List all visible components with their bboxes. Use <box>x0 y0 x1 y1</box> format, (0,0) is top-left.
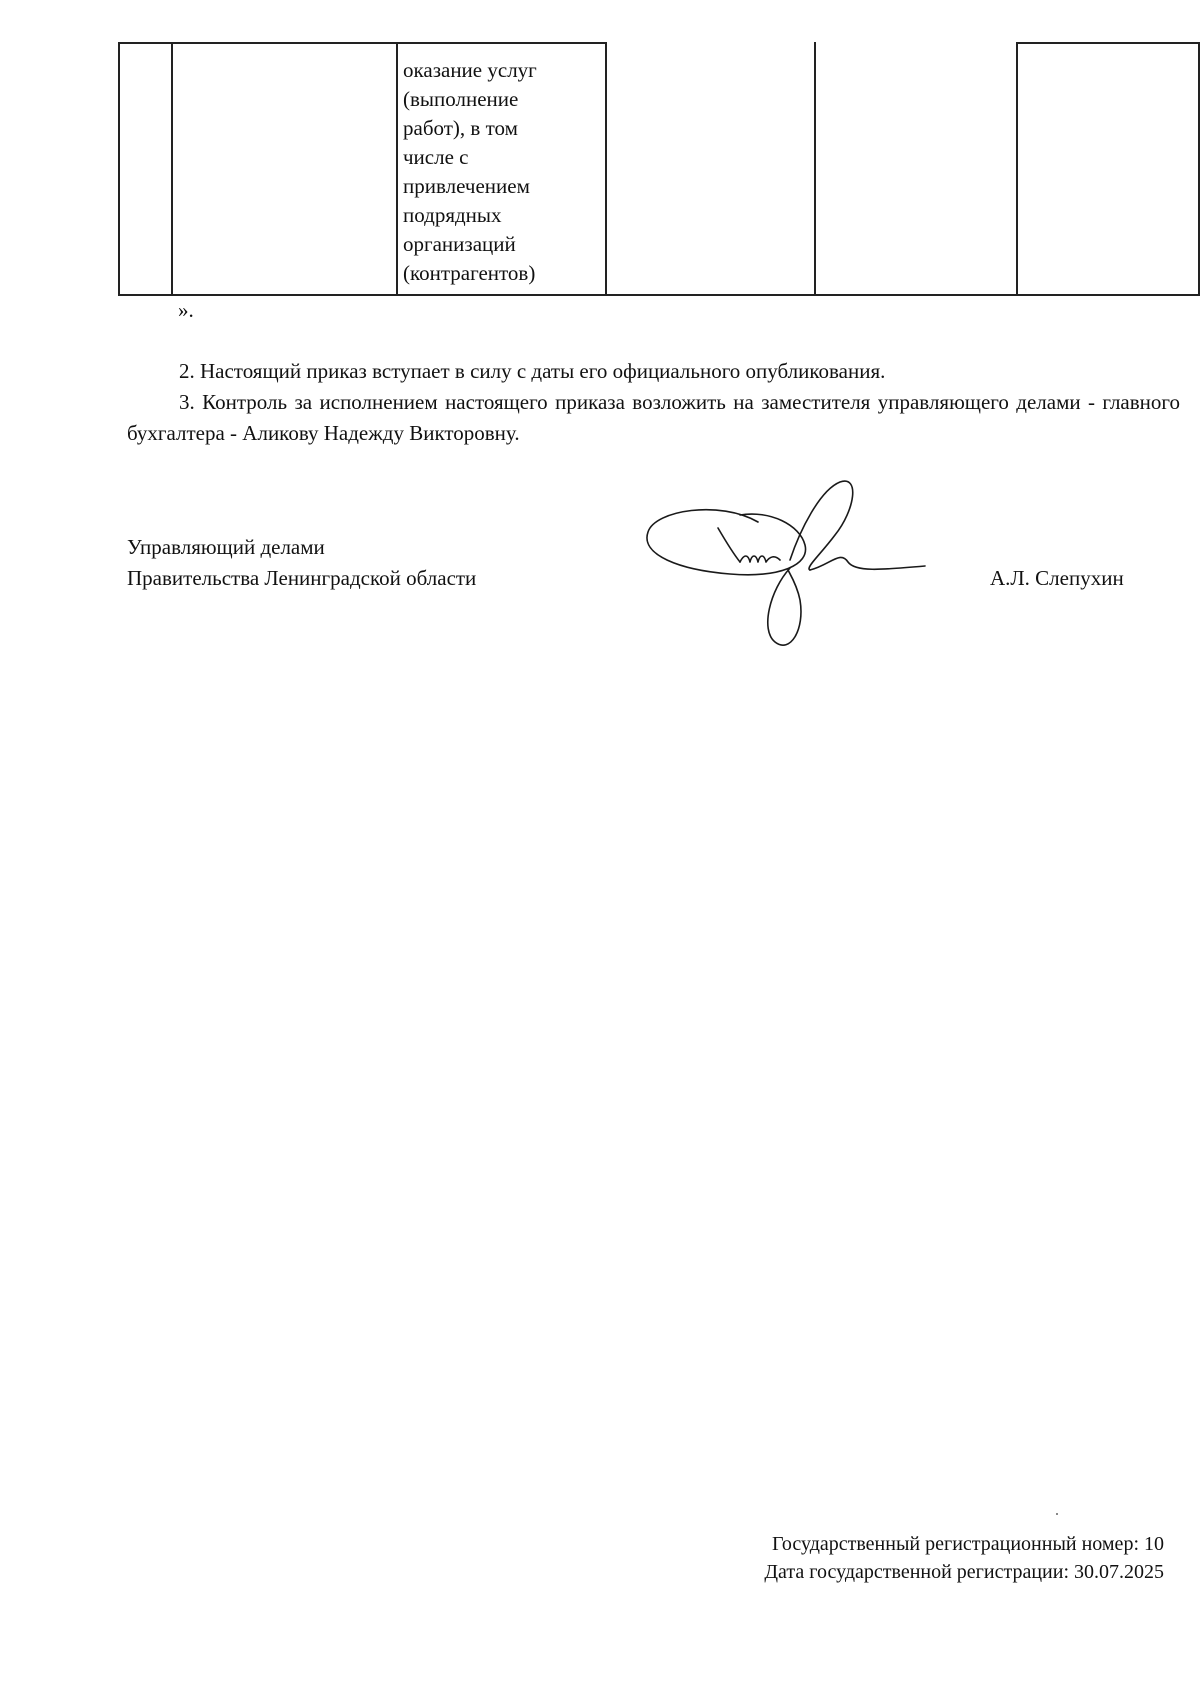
table-top-border-right <box>1016 42 1200 44</box>
signatory-name: А.Л. Слепухин <box>990 566 1124 590</box>
table-col-line <box>171 42 173 296</box>
cell-line: подрядных <box>403 203 502 227</box>
table-col-line <box>605 42 607 296</box>
cell-line: привлечением <box>403 174 530 198</box>
cell-line: числе с <box>403 145 469 169</box>
registration-info <box>764 1530 1164 1586</box>
table-cell-service-description <box>403 56 603 288</box>
signatory-position <box>127 532 476 594</box>
table-col-line <box>814 42 816 296</box>
handwritten-signature <box>640 470 930 660</box>
table-col-line <box>396 42 398 296</box>
cell-line: (контрагентов) <box>403 261 536 285</box>
table-top-border <box>118 42 606 44</box>
table-col-line <box>1198 42 1200 296</box>
table-bottom-border <box>118 294 1200 296</box>
table-col-line <box>1016 42 1018 296</box>
cell-line: работ), в том <box>403 116 518 140</box>
paragraph-2: 2. Настоящий приказ вступает в силу с даты его официального опубликования. <box>179 359 886 383</box>
table-fragment <box>118 42 1200 296</box>
cell-line: (выполнение <box>403 87 519 111</box>
registration-number: Государственный регистрационный номер: 10 <box>772 1533 1164 1555</box>
registration-date: Дата государственной регистрации: 30.07.2025 <box>764 1561 1164 1583</box>
scan-speck <box>1056 1513 1058 1515</box>
paragraph-3: 3. Контроль за исполнением настоящего приказа возложить на заместителя управляющего делами - главного бухгалтера - Аликову Надежду Викторовну. <box>127 390 1180 445</box>
cell-line: оказание услуг <box>403 58 537 82</box>
closing-quote: ». <box>178 298 194 322</box>
cell-line: организаций <box>403 232 516 256</box>
position-line: Управляющий делами <box>127 535 325 559</box>
table-col-line <box>118 42 120 296</box>
position-line: Правительства Ленинградской области <box>127 566 477 590</box>
